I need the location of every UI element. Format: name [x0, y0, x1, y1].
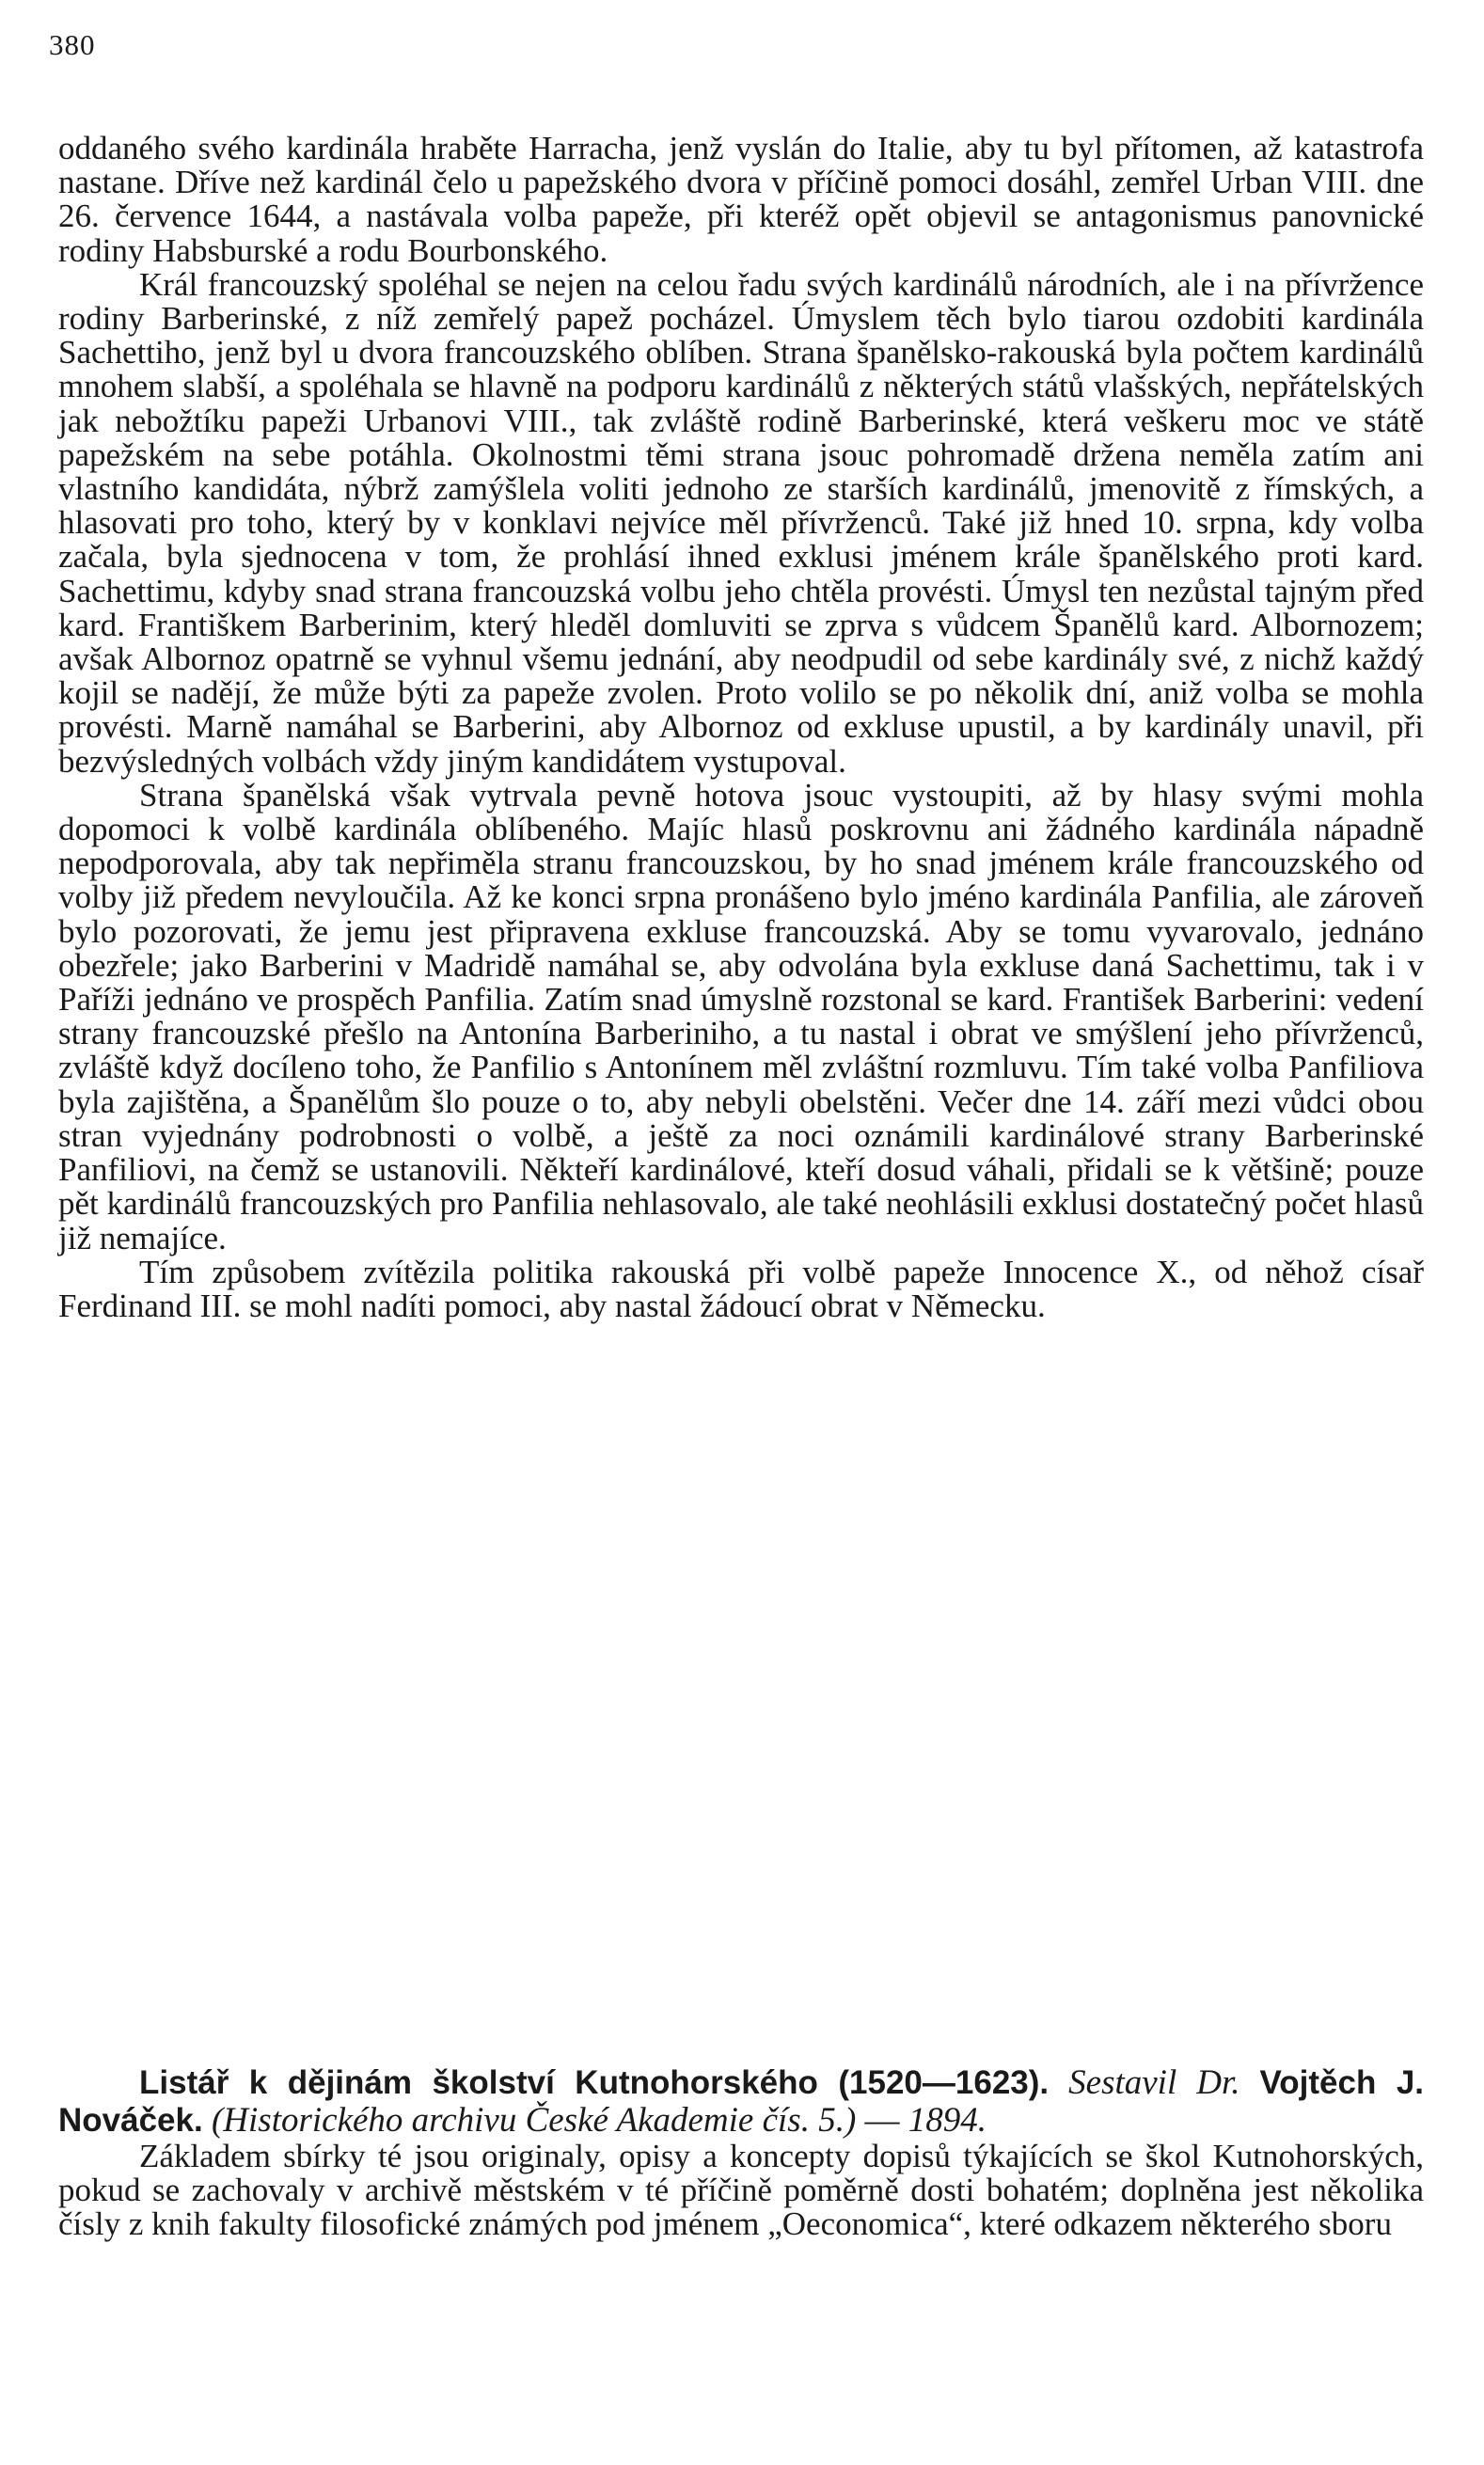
review-heading — [58, 2064, 1424, 2140]
paragraph: Král francouzský spoléhal se nejen na celou řadu svých kardinálů národních, ale i na přívržence rodiny Barberinské, z níž zemřelý papež pocházel. Úmyslem těch bylo tiarou ozdobiti kardinála Sachettiho, jenž byl u dvora francouzského oblíben. Strana španělsko-rakouská byla počtem kardinálů mnohem slabší, a spoléhala se hlavně na podporu kardinálů z některých států vlašských, nepřátelských jak nebožtíku papeži Urbanovi VIII., tak zvláště rodině Barberinské, která veškeru moc ve státě papežském na sebe potáhla. Okolnostmi těmi strana jsouc pohromadě držena neměla zatím ani vlastního kandidáta, nýbrž zamýšlela voliti jednoho ze starších kardinálů, jmenovitě z římských, a hlasovati pro toho, který by v konklavi nejvíce měl přívrženců. Také již hned 10. srpna, kdy volba začala, byla sjednocena v tom, že prohlásí ihned exklusi jménem krále španělského proti kard. Sachettimu, kdyby snad strana francouzská volbu jeho chtěla provésti. Úmysl ten nezůstal tajným před kard. Františkem Barberinim, který hleděl domluviti se zprva s vůdcem Španělů kard. Albornozem; avšak Albornoz opatrně se vyhnul všemu jednání, aby neodpudil od sebe kardinály své, z nichž každý kojil se nadějí, že může býti za papeže zvolen. Proto volilo se po několik dní, aniž volba se mohla provésti. Marně namáhal se Barberini, aby Albornoz od exkluse upustil, a by kardinály unavil, při bezvýsledných volbách vždy jiným kandidátem vystupoval. — [58, 265, 1424, 780]
book-review — [58, 2064, 1424, 2242]
paragraph: oddaného svého kardinála hraběte Harracha, jenž vyslán do Italie, aby tu byl přítomen, až katastrofa nastane. Dříve než kardinál čelo u papežského dvora v příčině pomoci dosáhl, zemřel Urban VIII. dne 26. července 1644, a nastávala volba papeže, při kteréž opět objevil se antagonismus panovnické rodiny Habsburské a rodu Bourbonského. — [58, 130, 1424, 269]
page-number: 380 — [49, 28, 96, 61]
review-compiled-by: Sestavil Dr. — [1068, 2063, 1240, 2102]
paragraph: Tím způsobem zvítězila politika rakouská při volbě papeže Innocence X., od něhož císař Ferdinand III. se mohl nadíti pomoci, aby nastal žádoucí obrat v Německu. — [58, 1253, 1424, 1324]
review-year: 1894. — [908, 2101, 987, 2140]
main-text — [58, 132, 1424, 1323]
review-dash: — — [864, 2101, 900, 2140]
review-title: Listář k dějinám školství Kutnohorského (1520—1623). — [139, 2064, 1050, 2101]
review-series: (Historického archivu České Akademie čís. 5.) — [211, 2101, 857, 2140]
review-body: Základem sbírky té jsou originaly, opisy a koncepty dopisů týkajících se škol Kutnohorských, pokud se zachovaly v archivě městském v té příčině poměrně dosti bohatém; doplněna jest několika čísly z knih fakulty filosofické známých pod jménem „Oeconomica“, které odkazem některého sboru — [58, 2138, 1424, 2243]
paragraph: Strana španělská však vytrvala pevně hotova jsouc vystoupiti, až by hlasy svými mohla dopomoci k volbě kardinála oblíbeného. Majíc hlasů poskrovnu ani žádného kardinála nápadně nepodporovala, aby tak nepřiměla stranu francouzskou, by ho snad jménem krále francouzského od volby již předem nevyloučila. Až ke konci srpna pronášeno bylo jméno kardinála Panfilia, ale zároveň bylo pozorovati, že jemu jest připravena exkluse francouzská. Aby se tomu vyvarovalo, jednáno obezřele; jako Barberini v Madridě namáhal se, aby odvolána byla exkluse daná Sachettimu, tak i v Paříži jednáno ve prospěch Panfilia. Zatím snad úmyslně rozstonal se kard. František Barberini: vedení strany francouzské přešlo na Antonína Barberiniho, a tu nastal i obrat ve smýšlení jeho přívrženců, zvláště když docíleno toho, že Panfilio s Antonínem měl zvláštní rozmluvu. Tím také volba Panfiliova byla zajištěna, a Španělům šlo pouze o to, aby nebyli obelstěni. Večer dne 14. září mezi vůdci obou stran vyjednány podrobnosti o volbě, a ještě za noci oznámili kardinálové strany Barberinské Panfiliovi, na čemž se ustanovili. Někteří kardinálové, kteří dosud váhali, přidali se k většině; pouze pět kardinálů francouzských pro Panfilia nehlasovalo, ale také neohlásili exklusi dostatečný počet hlasů již nemajíce. — [58, 776, 1424, 1256]
review-author: Vojtěch J. Nováček. — [58, 2064, 1425, 2139]
